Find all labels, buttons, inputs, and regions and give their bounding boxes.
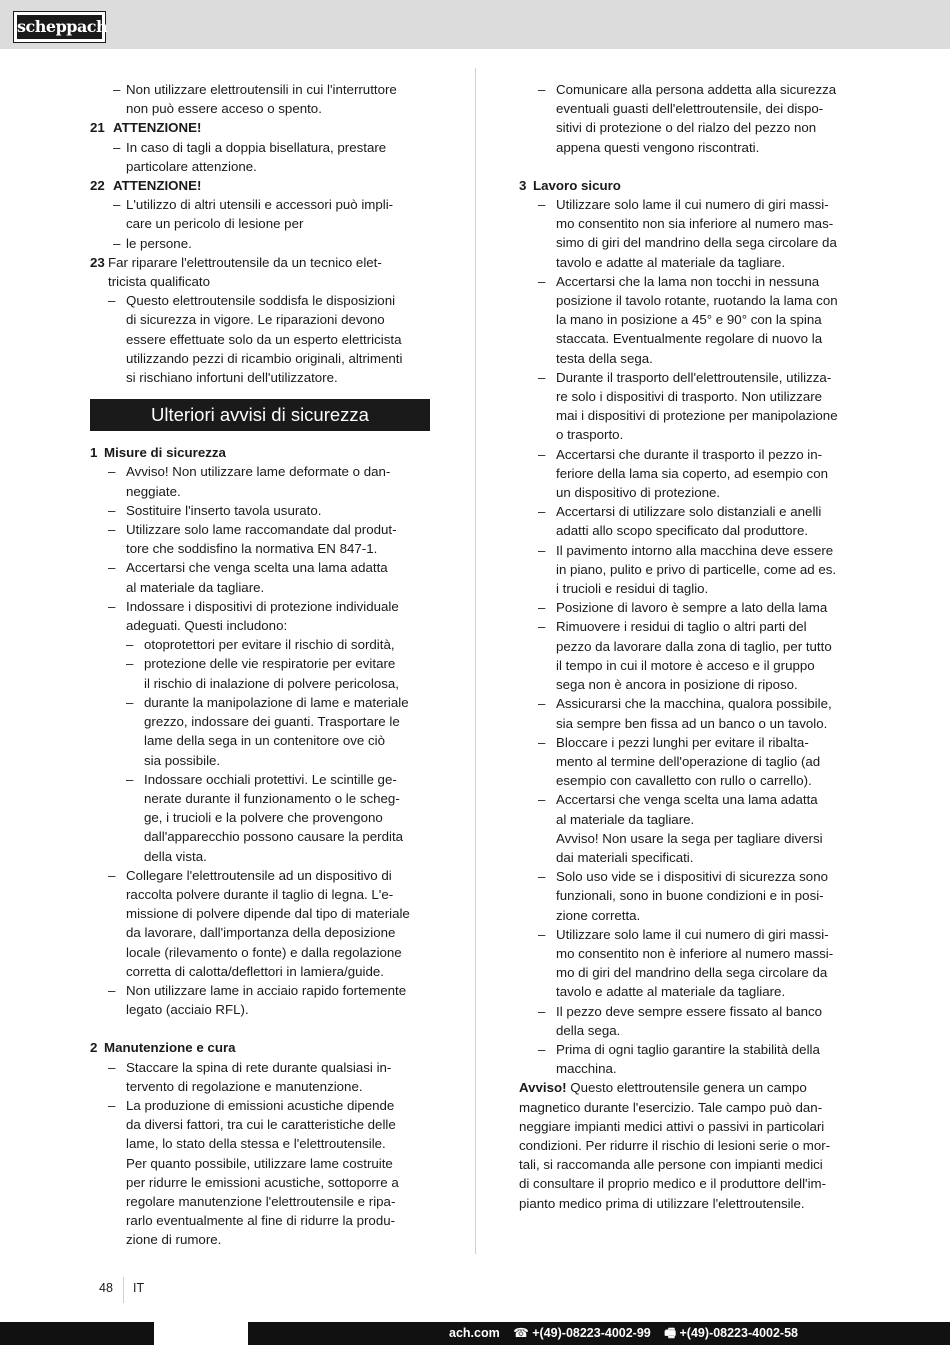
text-line: otoprotettori per evitare il rischio di sordità, [144,637,395,653]
text-line: mento al termine dell'operazione di taglio (ad [556,753,821,769]
text-line: locale (rilevamento o fonte) e dalla regolazione [126,944,402,960]
text-line: la mano in posizione a 45° e 90° con la spina [556,312,822,328]
text-line: macchina. [556,1061,617,1077]
text-line: legato (acciaio RFL). [126,1002,249,1018]
notice-label: Avviso! [519,1080,567,1096]
text-line: sia possibile. [144,752,221,768]
text-line: mo di giri del mandrino della sega circolare da [556,965,828,981]
text-line: lame, lo stato della stessa e l'elettroutensile. [126,1136,386,1152]
list-item: – Utilizzare solo lame il cui numero di giri massi- mo consentito non sia inferiore al numero mas- simo di giri del mandrino della sega circolare da tavolo e adatte al materiale da tagliare. [519,195,860,272]
item-number: 22 [90,178,105,194]
text-line: pianto medico prima di utilizzare l'elettroutensile. [519,1195,805,1211]
text-line: mo consentito non sia inferiore al numero mas- [556,216,834,232]
text-line: di consultare il proprio medico e il produttore dell'im- [519,1176,827,1192]
list-item: – Rimuovere i residui di taglio o altri parti del pezzo da lavorare dalla zona di taglio, per tutto il tempo in cui il motore è acceso e il gruppo sega non è ancora in posizione di riposo. [519,617,860,694]
text-line: Indossare occhiali protettivi. Le scintille ge- [144,771,397,787]
sub-list-item: – Indossare occhiali protettivi. Le scintille ge- nerate durante il funzionamento o le scheg- ge, i trucioli e la polvere che provengono dall'apparecchio possono causare la perdita della vista. [90,770,430,866]
list-item: – Comunicare alla persona addetta alla sicurezza eventuali guasti dell'elettroutensile, dei dispo- sitivi di protezione o del rialzo del pezzo non appena questi vengono riscontrati. [519,80,860,157]
text-line: nerate durante il funzionamento o le scheg- [144,790,400,806]
text-line: Sostituire l'inserto tavola usurato. [126,502,322,518]
text-line: neggiate. [126,483,181,499]
text-line: da lavorare, dall'importanza della deposizione [126,925,396,941]
text-line: Collegare l'elettroutensile ad un dispositivo di [126,867,392,883]
website-link[interactable]: ach.com [449,1326,500,1340]
text-line: Il pezzo deve sempre essere fissato al banco [556,1003,823,1019]
footer-bar [248,1322,950,1345]
text-line: Non utilizzare elettroutensili in cui l'interruttore [126,82,397,97]
header-band [0,0,950,49]
text-line: sitivi di protezione o del rialzo del pezzo non [556,120,817,136]
section-heading: 3 Lavoro sicuro [519,177,621,193]
text-line: testa della sega. [556,350,653,366]
text-line: di sicurezza in vigore. Le riparazioni devono [126,312,385,328]
text-line: adatti allo scopo specificato dal produttore. [556,523,809,539]
footer-bar-left [0,1322,154,1345]
list-item: – Sostituire l'inserto tavola usurato. [90,501,430,520]
brand-logo-text: scheppach [17,15,102,39]
list-item: – Collegare l'elettroutensile ad un dispositivo di raccolta polvere durante il taglio di legna. L'e- missione di polvere dipende dal tipo di materiale da lavorare, dall'importanza della deposizione locale (rilevamento o fonte) e dalla regolazione corretta di calotta/deflettori in lamiera/guide. [90,866,430,981]
text-line: Accertarsi di utilizzare solo distanziali e anelli [556,504,822,520]
list-item: – Questo elettroutensile soddisfa le disposizioni di sicurezza in vigore. Le riparazioni devono essere effettuate solo da un esperto elettricista utilizzando pezzi di ricambio originali, altrimenti si rischiano infortuni dell'utilizzatore. [90,291,430,387]
list-item: – Utilizzare solo lame il cui numero di giri massi- mo consentito non è inferiore al numero massi- mo di giri del mandrino della sega circolare da tavolo e adatte al materiale da tagliare. [519,925,860,1002]
text-line: Utilizzare solo lame raccomandate dal produt- [126,522,397,538]
right-column [519,80,860,1213]
text-line: simo di giri del mandrino della sega circolare da [556,235,837,251]
text-line: mo consentito non è inferiore al numero massi- [556,945,834,961]
item-heading: ATTENZIONE! [113,120,202,136]
text-line: da diversi fattori, tra cui le caratteristiche delle [126,1117,396,1133]
text-line: eventuali guasti dell'elettroutensile, dei dispo- [556,101,824,117]
list-item: – Bloccare i pezzi lunghi per evitare il ribalta- mento al termine dell'operazione di taglio (ad esempio con cavalletto con rullo o carrello). [519,733,860,791]
list-item: – In caso di tagli a doppia bisellatura, prestare particolare attenzione. [90,138,430,176]
text-line: neggiare impianti medici attivi o passivi in particolari [519,1118,825,1134]
list-item: – Il pavimento intorno alla macchina deve essere in piano, pulito e privo di particelle, come ad es. i trucioli e residui di taglio. [519,541,860,599]
magnetic-field-notice: Avviso! Questo elettroutensile genera un campo magnetico durante l'esercizio. Tale campo può dan- neggiare impianti medici attivi o passivi in particolari condizioni. Per ridurre il rischio di lesioni serie o mor- tali, si raccomanda alle persone con impianti medici di consultare il proprio medico e il produttore dell'im- pianto medico prima di utilizzare l'elettroutensile. [519,1078,860,1212]
text-line: L'utilizzo di altri utensili e accessori può impli- [126,197,394,213]
list-item: – Accertarsi che la lama non tocchi in nessuna posizione il tavolo rotante, ruotando la lama con la mano in posizione a 45° e 90° con la spina staccata. Eventualmente regolare di nuovo la testa della sega. [519,272,860,368]
text-line: tervento di regolazione e manutenzione. [126,1078,363,1094]
text-line: Accertarsi che venga scelta una lama adatta [556,792,818,808]
brand-logo[interactable] [13,11,106,43]
section-banner: Ulteriori avvisi di sicurezza [90,399,430,431]
text-line: i trucioli e residui di taglio. [556,581,709,597]
list-item: – Il pezzo deve sempre essere fissato al banco della sega. [519,1002,860,1040]
footer-separator [123,1277,124,1303]
text-line: ge, i trucioli e la polvere che provengono [144,810,383,826]
list-item: – Staccare la spina di rete durante qualsiasi in- tervento di regolazione e manutenzione. [90,1058,430,1096]
list-item: – Accertarsi che durante il trasporto il pezzo in- feriore della lama sia coperto, ad esempio con un dispositivo di protezione. [519,445,860,503]
list-item: – Prima di ogni taglio garantire la stabilità della macchina. [519,1040,860,1078]
phone-number: ☎ +(49)-08223-4002-99 [513,1326,651,1340]
item-heading: ATTENZIONE! [113,178,202,194]
list-item: – L'utilizzo di altri utensili e accessori può impli- care un pericolo di lesione per [90,195,430,233]
text-line: Avviso! Non usare la sega per tagliare diversi [556,830,823,846]
numbered-item [90,253,430,291]
text-line: appena questi vengono riscontrati. [556,139,760,155]
text-line: zione corretta. [556,907,641,923]
text-line: Utilizzare solo lame il cui numero di giri massi- [556,926,829,942]
text-line: Staccare la spina di rete durante qualsiasi in- [126,1059,392,1075]
list-item: – Solo uso vide se i dispositivi di sicurezza sono funzionali, sono in buone condizioni e in posi- zione corretta. [519,867,860,925]
text-line: raccolta polvere durante il taglio di legna. L'e- [126,886,394,902]
text-line: un dispositivo di protezione. [556,485,721,501]
text-line: care un pericolo di lesione per [126,216,304,232]
left-column [90,80,430,1250]
item-number: 23 [90,254,105,270]
list-item: – Non utilizzare lame in acciaio rapido fortemente legato (acciaio RFL). [90,981,430,1019]
page-number: 48 [99,1281,113,1295]
text-line: al materiale da tagliare. [126,579,265,595]
text-line: Per quanto possibile, utilizzare lame costruite [126,1155,393,1171]
text-line: funzionali, sono in buone condizioni e in posi- [556,888,824,904]
list-item: – La produzione di emissioni acustiche dipende da diversi fattori, tra cui le caratteristiche delle lame, lo stato della stessa e l'elettroutensile. Per quanto possibile, utilizzare lame costruite per ridurre le emissioni acustiche, sottoporre a regolare manutenzione l'elettroutensile e ripa- rarlo eventualmente al fine di ridurre la produ- zione di rumore. [90,1096,430,1250]
text-line: feriore della lama sia coperto, ad esempio con [556,465,828,481]
section-heading: 2 Manutenzione e cura [90,1040,236,1056]
warning-item [90,176,430,195]
text-line: Accertarsi che durante il trasporto il pezzo in- [556,446,823,462]
text-line: Solo uso vide se i dispositivi di sicurezza sono [556,869,828,885]
text-line: tricista qualificato [108,274,210,290]
text-line: Avviso! Non utilizzare lame deformate o dan- [126,464,391,480]
text-line: sega non è ancora in posizione di riposo. [556,677,798,693]
text-line: posizione il tavolo rotante, ruotando la lama con [556,293,838,309]
list-item: – Posizione di lavoro è sempre a lato della lama [519,598,860,617]
text-line: regolare manutenzione l'elettroutensile e ripa- [126,1193,396,1209]
list-item: – Assicurarsi che la macchina, qualora possibile, sia sempre ben fissa ad un banco o un tavolo. [519,694,860,732]
list-item: – Indossare i dispositivi di protezione individuale adeguati. Questi includono: [90,597,430,635]
text-line: rarlo eventualmente al fine di ridurre la produ- [126,1213,396,1229]
text-line: grezzo, indossare dei guanti. Trasportare le [144,714,400,730]
text-line: corretta di calotta/deflettori in lamiera/guide. [126,963,384,979]
text-line: Accertarsi che venga scelta una lama adatta [126,560,388,576]
text-line: Durante il trasporto dell'elettroutensile, utilizza- [556,369,832,385]
language-code: IT [133,1281,145,1295]
text-line: adeguati. Questi includono: [126,618,288,634]
text-line: tavolo e adatte al materiale da tagliare. [556,254,786,270]
text-line: esempio con cavalletto con rullo o carrello). [556,773,812,789]
text-line: protezione delle vie respiratorie per evitare [144,656,396,672]
list-item: – Accertarsi che venga scelta una lama adatta al materiale da tagliare. [90,558,430,596]
text-line: tali, si raccomanda alle persone con impianti medici [519,1157,823,1173]
text-line: al materiale da tagliare. [556,811,695,827]
fax-number: 🖷 +(49)-08223-4002-58 [664,1326,798,1340]
text-line: pezzo da lavorare dalla zona di taglio, per tutto [556,638,832,654]
warning-item [90,118,430,137]
text-line: o trasporto. [556,427,624,443]
list-item: – Non utilizzare elettroutensili in cui l'interruttore non può essere acceso o spento. [90,80,430,118]
sub-list-item: – protezione delle vie respiratorie per evitare il rischio di inalazione di polvere pericolosa, [90,654,430,692]
text-line: dall'apparecchio possono causare la perdita [144,829,404,845]
text-line: zione di rumore. [126,1232,222,1248]
text-line: Comunicare alla persona addetta alla sicurezza [556,82,837,97]
text-line: il tempo in cui il motore è acceso e il gruppo [556,657,815,673]
item-number: 21 [90,120,105,136]
text-line: dai materiali specificati. [556,849,694,865]
text-line: durante la manipolazione di lame e materiale [144,694,409,710]
text-line: tore che soddisfino la normativa EN 847-1. [126,541,378,557]
section-heading: 1 Misure di sicurezza [90,445,226,461]
list-item: – Accertarsi che venga scelta una lama adatta al materiale da tagliare. Avviso! Non usare la sega per tagliare diversi dai materiali specificati. [519,790,860,867]
text-line: utilizzando pezzi di ricambio originali, altrimenti [126,350,403,366]
text-line: staccata. Eventualmente regolare di nuovo la [556,331,823,347]
text-line: non può essere acceso o spento. [126,101,322,117]
text-line: tavolo e adatte al materiale da tagliare. [556,984,786,1000]
text-line: Posizione di lavoro è sempre a lato della lama [556,600,828,616]
text-line: le persone. [126,235,192,251]
text-line: La produzione di emissioni acustiche dipende [126,1097,395,1113]
text-line: della vista. [144,848,207,864]
list-item: – Avviso! Non utilizzare lame deformate o dan- neggiate. [90,462,430,500]
list-item: – Utilizzare solo lame raccomandate dal produt- tore che soddisfino la normativa EN 847-1. [90,520,430,558]
text-line: della sega. [556,1022,621,1038]
text-line: per ridurre le emissioni acustiche, sottoporre a [126,1174,399,1190]
text-line: il rischio di inalazione di polvere pericolosa, [144,675,399,691]
text-line: Rimuovere i residui di taglio o altri parti del [556,619,807,635]
text-line: Far riparare l'elettroutensile da un tecnico elet- [108,254,382,270]
text-line: Utilizzare solo lame il cui numero di giri massi- [556,197,829,213]
text-line: Bloccare i pezzi lunghi per evitare il ribalta- [556,734,809,750]
text-line: essere effettuate solo da un esperto elettricista [126,331,402,347]
text-line: Indossare i dispositivi di protezione individuale [126,598,399,614]
text-line: mai i dispositivi di protezione per manipolazione [556,408,838,424]
text-line: missione di polvere dipende dal tipo di materiale [126,906,410,922]
text-line: In caso di tagli a doppia bisellatura, prestare [126,139,387,155]
text-line: particolare attenzione. [126,158,257,174]
text-line: sia sempre ben fissa ad un banco o un tavolo. [556,715,828,731]
sub-list-item: – durante la manipolazione di lame e materiale grezzo, indossare dei guanti. Trasportare le lame della sega in un contenitore ove ciò sia possibile. [90,693,430,770]
text-line: in piano, pulito e privo di particelle, come ad es. [556,561,837,577]
text-line: Prima di ogni taglio garantire la stabilità della [556,1041,820,1057]
list-item: – le persone. [90,234,430,253]
sub-list-item: – otoprotettori per evitare il rischio di sordità, [90,635,430,654]
list-item: – Durante il trasporto dell'elettroutensile, utilizza- re solo i dispositivi di trasporto. Non utilizzare mai i dispositivi di protezione per manipolazione o trasporto. [519,368,860,445]
text-line: Non utilizzare lame in acciaio rapido fortemente [126,982,407,998]
text-line: Assicurarsi che la macchina, qualora possibile, [556,696,832,712]
column-divider [475,68,476,1254]
text-line: magnetico durante l'esercizio. Tale campo può dan- [519,1099,823,1115]
text-line: condizioni. Per ridurre il rischio di lesioni serie o mor- [519,1137,831,1153]
text-line: si rischiano infortuni dell'utilizzatore. [126,370,338,386]
text-line: re solo i dispositivi di trasporto. Non utilizzare [556,389,823,405]
text-line: lame della sega in un contenitore ove ciò [144,733,385,749]
list-item: – Accertarsi di utilizzare solo distanziali e anelli adatti allo scopo specificato dal produttore. [519,502,860,540]
text-line: Il pavimento intorno alla macchina deve essere [556,542,834,558]
text-line: Questo elettroutensile soddisfa le disposizioni [126,293,396,309]
text-line: Accertarsi che la lama non tocchi in nessuna [556,273,820,289]
